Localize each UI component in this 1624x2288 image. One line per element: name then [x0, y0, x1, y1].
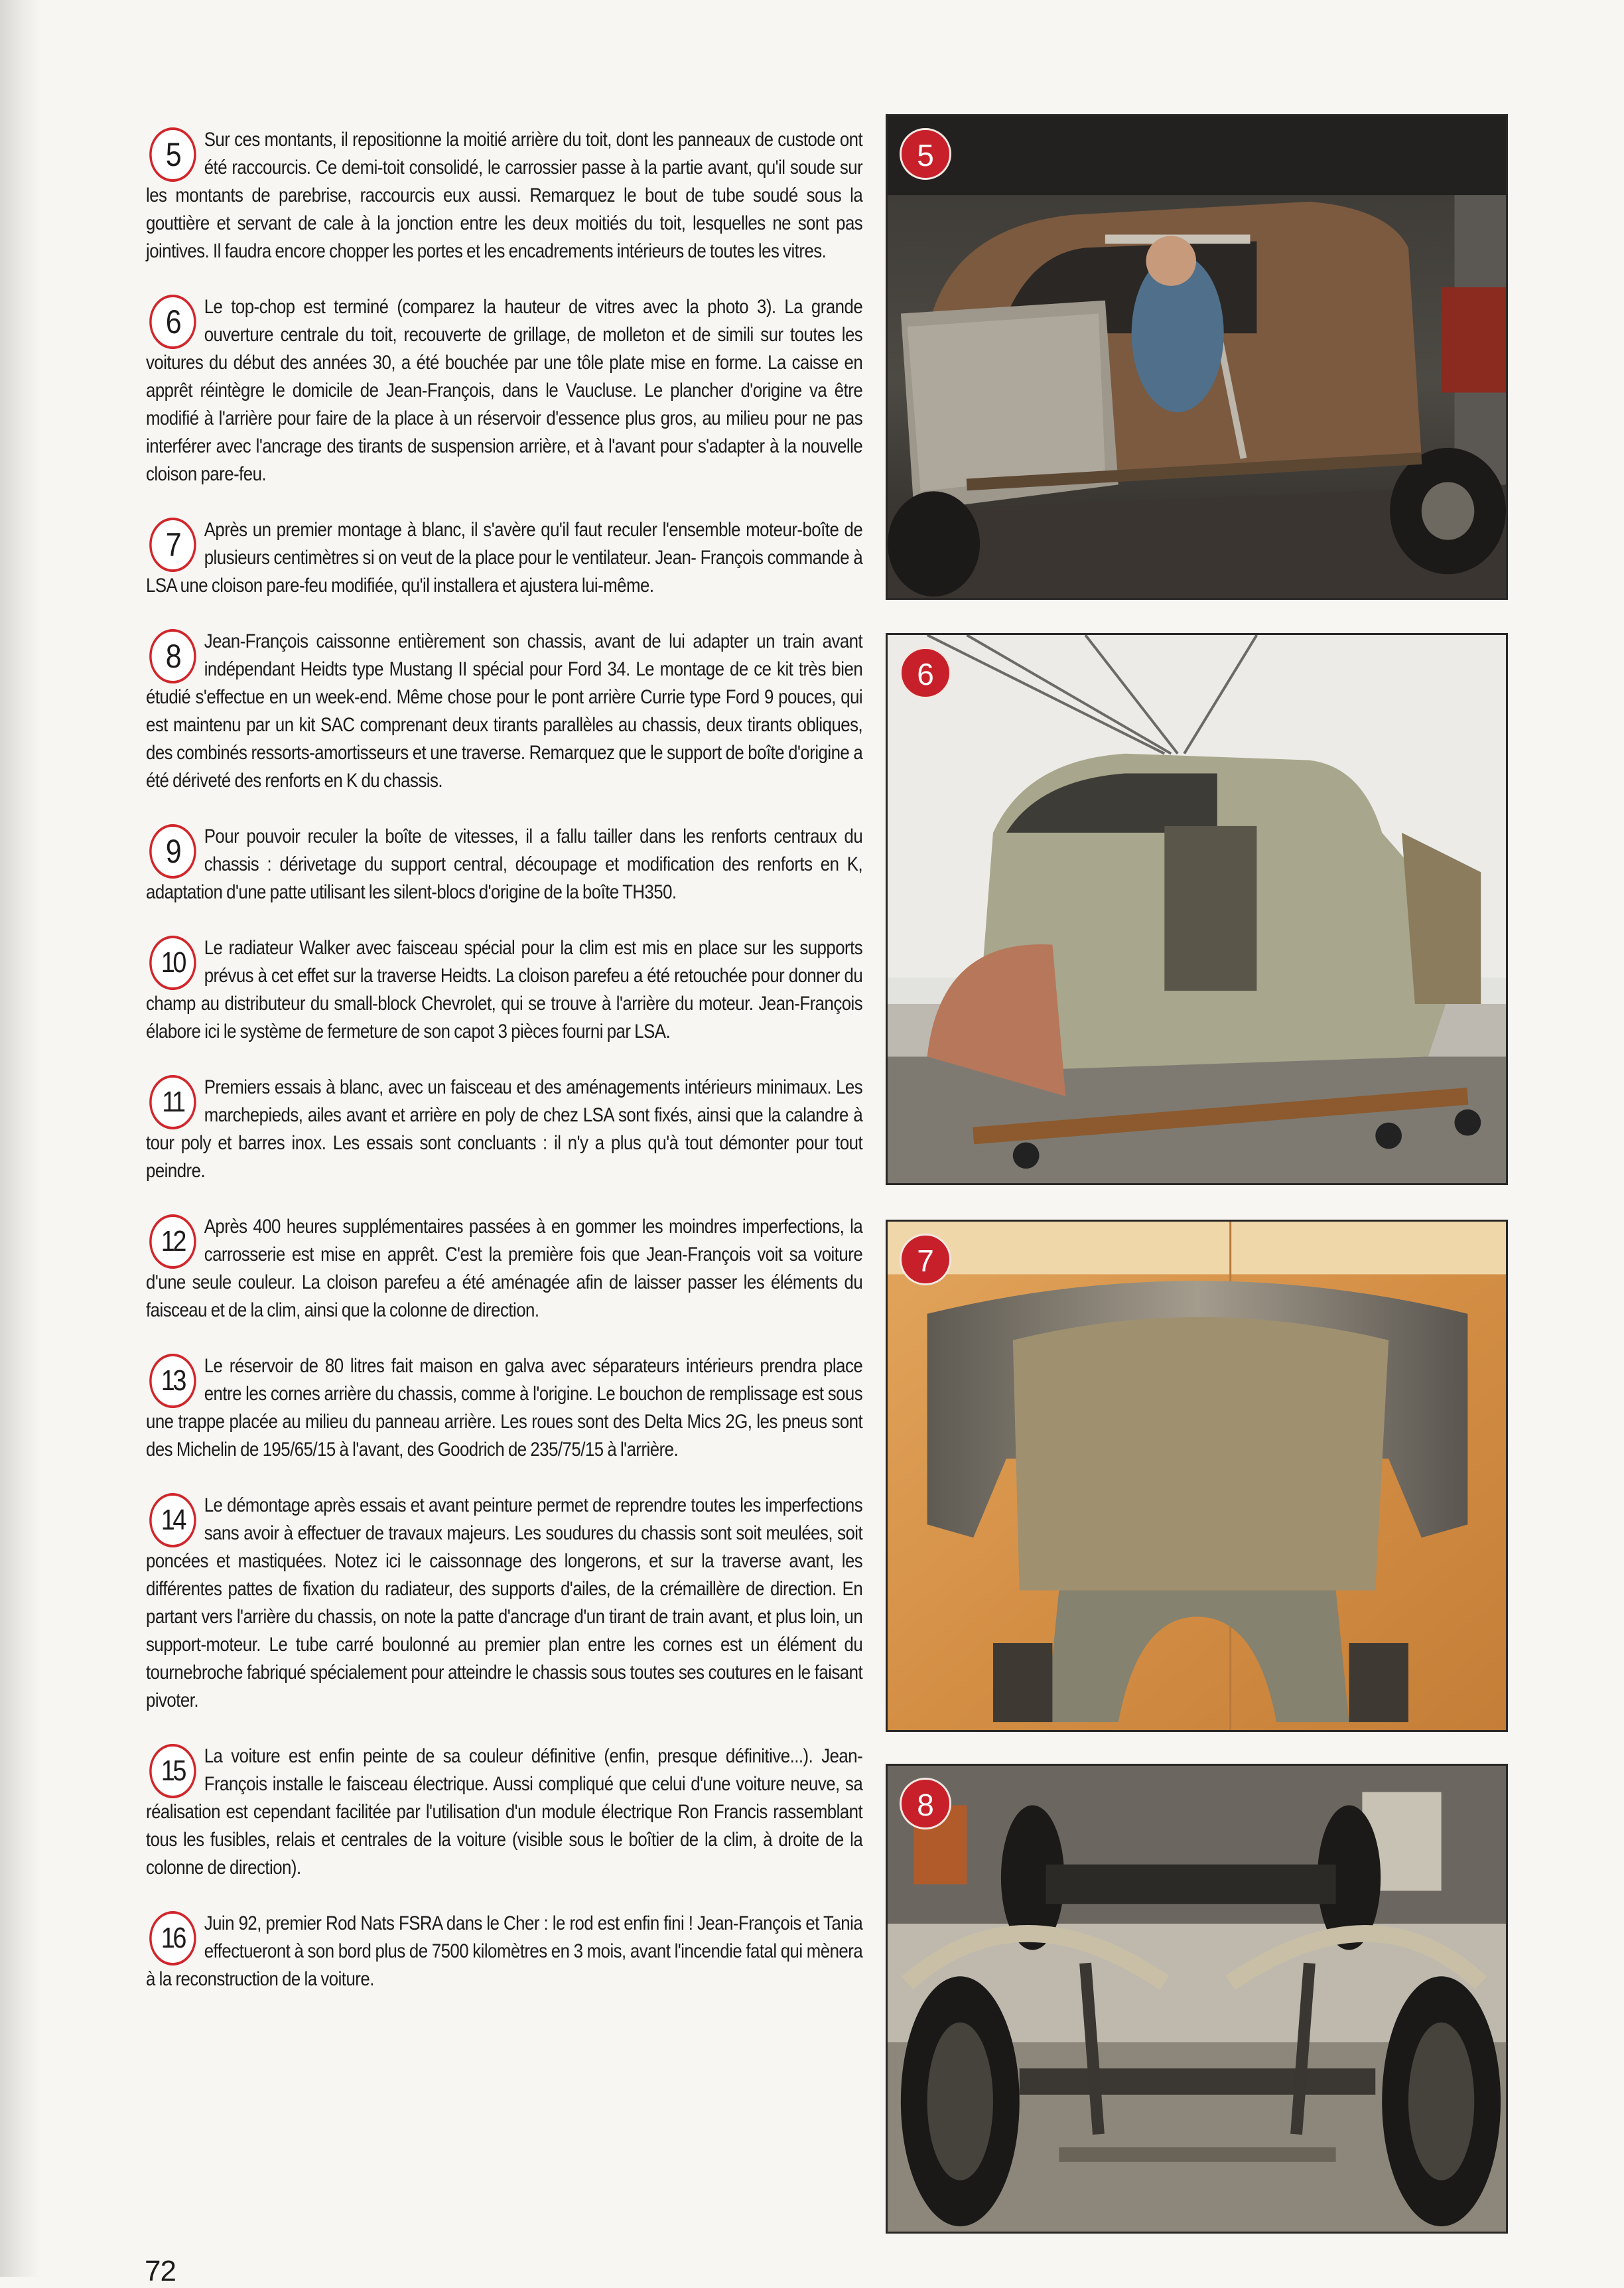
paragraph-text: Après 400 heures supplémentaires passées à en gommer les moindres imperfections, la carrosserie est mise en apprêt. C'est la première fois que Jean-François voit sa voiture d'une seule couleur. La cloison parefeu a été aménagée afin de laisser passer les éléments du faisceau et de la clim, ainsi que la colonne de direction.	[146, 1216, 863, 1321]
photo-6	[886, 633, 1508, 1185]
paragraph-text: Après un premier montage à blanc, il s'avère qu'il faut reculer l'ensemble moteur-boîte de plusieurs centimètres si on veut de la place pour le ventilateur. Jean- François commande à LSA une cloison pare-feu modifiée, qu'il installera et ajustera lui-même.	[146, 519, 863, 597]
photo-number-badge: 7	[900, 1234, 951, 1285]
paragraph-text: Juin 92, premier Rod Nats FSRA dans le Cher : le rod est enfin fini ! Jean-François et Tania effectueront à son bord plus de 7500 kilomètres en 3 mois, avant l'incendie fatal qui mènera à la reconstruction de la voiture.	[146, 1912, 863, 1990]
paragraph-text: Jean-François caissonne entièrement son chassis, avant de lui adapter un train avant indépendant Heidts type Mustang II spécial pour Ford 34. Le montage de ce kit très bien étudié s'effectue en un week-end. Même chose pour le pont arrière Currie type Ford 9 pouces, qui est maintenu par un kit SAC comprenant deux tirants parallèles au chassis, deux tirants obliques, des combinés ressorts-amortisseurs et une traverse. Remarquez que le support de boîte d'origine a été dériveté des renforts en K du chassis.	[146, 630, 863, 792]
paragraph-text: Le radiateur Walker avec faisceau spécial pour la clim est mis en place sur les supports prévus à cet effet sur la traverse Heidts. La cloison parefeu a été retouchée pour donner du champ au distributeur du small-block Chevrolet, qui se trouve à l'arrière du moteur. Jean-François élabore ici le système de fermeture de son capot 3 pièces fourni par LSA.	[146, 937, 863, 1042]
paragraph-text: Le réservoir de 80 litres fait maison en galva avec séparateurs intérieurs prendra place entre les cornes arrière du chassis, comme à l'origine. Le bouchon de remplissage est sous une trappe placée au milieu du panneau arrière. Les roues sont des Delta Mics 2G, les pneus sont des Michelin de 195/65/15 à l'avant, des Goodrich de 235/75/15 à l'arrière.	[146, 1355, 863, 1461]
photo-7	[886, 1220, 1508, 1732]
paragraph-text: Le démontage après essais et avant peinture permet de reprendre toutes les imperfections sans avoir à effectuer de travaux majeurs. Les soudures du chassis sont soit meulées, soit poncées et mastiquées. Notez ici le caissonnage des longerons, et sur la traverse avant, les différentes pattes de fixation du radiateur, des supports d'ailes, de la crémaillère de direction. En partant vers l'arrière du chassis, on note la patte d'ancrage d'un tirant de train avant, et plus loin, un support-moteur. Le tube carré boulonné au premier plan entre les cornes est un élément du tournebroche fabriqué spécialement pour atteindre le chassis sous toutes ses coutures en le faisant pivoter.	[146, 1494, 863, 1711]
photo-number-badge: 8	[900, 1778, 951, 1829]
paragraph-16	[146, 1910, 862, 1993]
page-number: 72	[145, 2255, 176, 2287]
paragraph-text: Pour pouvoir reculer la boîte de vitesses, il a fallu tailler dans les renforts centraux du chassis : dérivetage du support central, découpage et modification des renforts en K, adaptation d'une patte utilisant les silent-blocs d'origine de la boîte TH350.	[146, 825, 863, 903]
paragraph-15	[146, 1743, 862, 1882]
paragraph-8	[146, 628, 862, 795]
step-number-16: 16	[149, 1911, 196, 1966]
step-number-5: 5	[149, 127, 196, 182]
step-number-10: 10	[149, 936, 196, 990]
paragraph-13	[146, 1352, 862, 1464]
paragraph-10	[146, 934, 862, 1046]
paragraph-7	[146, 516, 862, 600]
photo-5	[886, 114, 1508, 600]
paragraph-text: La voiture est enfin peinte de sa couleur définitive (enfin, presque définitive...). Jean-François installe le faisceau électrique. Aussi compliqué que celui d'une voiture neuve, sa réalisation est cependant facilitée par l'utilisation d'un module électrique Ron Francis rassemblant tous les fusibles, relais et centrales de la voiture (visible sous le boîtier de la clim, à droite de la colonne de direction).	[146, 1745, 863, 1879]
step-number-11: 11	[149, 1075, 196, 1129]
chassis-front-photo	[888, 1766, 1506, 2232]
paragraph-5	[146, 126, 862, 265]
firewall-panel-photo	[888, 1222, 1506, 1730]
step-number-8: 8	[149, 629, 196, 683]
step-number-13: 13	[149, 1354, 196, 1408]
paragraph-text: Sur ces montants, il repositionne la moitié arrière du toit, dont les panneaux de custode ont été raccourcis. Ce demi-toit consolidé, le carrossier passe à la partie avant, qu'il soude sur les montants de parebrise, raccourcis eux aussi. Remarquez le bout de tube soudé sous la gouttière et servant de cale à la jonction entre les deux moitiés du toit, lesquelles ne sont pas jointives. Il faudra encore chopper les portes et les encadrements intérieurs de toutes les vitres.	[146, 129, 863, 262]
paragraph-9	[146, 823, 862, 906]
step-number-7: 7	[149, 518, 196, 572]
car-body-chop-photo	[888, 116, 1506, 598]
paragraph-6	[146, 293, 862, 488]
step-number-9: 9	[149, 824, 196, 879]
paragraph-text: Le top-chop est terminé (comparez la hauteur de vitres avec la photo 3). La grande ouverture centrale du toit, recouverte de grillage, de molleton et de simili sur toutes les voitures du début des années 30, a été bouchée par une tôle plate mise en forme. La caisse en apprêt réintègre le domicile de Jean-François, dans le Vaucluse. Le plancher d'origine va être modifié à l'arrière pour faire de la place à un réservoir d'essence plus gros, au milieu pour ne pas interférer avec l'ancrage des tirants de suspension arrière, et à l'avant pour s'adapter à la nouvelle cloison pare-feu.	[146, 296, 863, 485]
page-edge-shadow	[0, 0, 41, 2277]
paragraph-text: Premiers essais à blanc, avec un faisceau et des aménagements intérieurs minimaux. Les marchepieds, ailes avant et arrière en poly de chez LSA sont fixés, ainsi que la calandre à tour poly et barres inox. Les essais sont concluants : il n'y a plus qu'à tout démonter pour tout peindre.	[146, 1076, 863, 1182]
primer-body-photo	[888, 635, 1506, 1183]
paragraph-12	[146, 1213, 862, 1324]
step-number-15: 15	[149, 1744, 196, 1798]
photo-8	[886, 1764, 1508, 2234]
step-number-6: 6	[149, 295, 196, 349]
step-number-12: 12	[149, 1214, 196, 1269]
paragraph-14	[146, 1492, 862, 1715]
photo-number-badge: 6	[900, 647, 951, 699]
step-number-14: 14	[149, 1493, 196, 1547]
article-text-column	[146, 106, 862, 2021]
paragraph-11	[146, 1074, 862, 1185]
photo-number-badge: 5	[900, 128, 951, 180]
